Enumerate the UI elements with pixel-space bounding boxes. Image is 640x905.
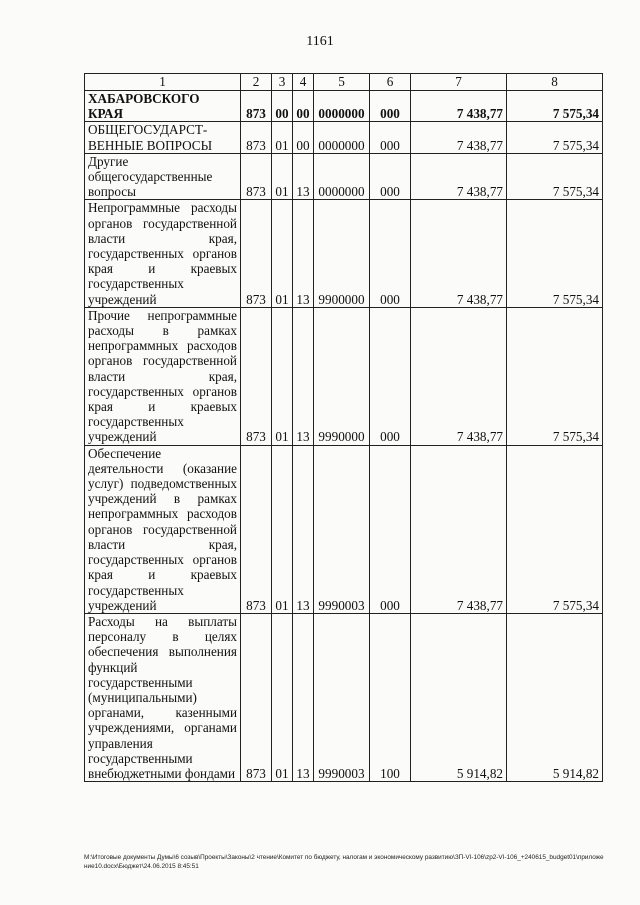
budget-table xyxy=(84,73,603,782)
section-cell: 01 xyxy=(272,307,293,445)
expense-type-cell: 100 xyxy=(370,613,411,781)
header-cell: 6 xyxy=(370,74,411,91)
amount-2017-cell: 7 575,34 xyxy=(507,307,603,445)
amount-2017-cell: 7 575,34 xyxy=(507,122,603,153)
header-cell: 4 xyxy=(293,74,314,91)
section-cell: 01 xyxy=(272,445,293,613)
target-article-cell: 0000000 xyxy=(314,91,370,122)
amount-2016-cell: 7 438,77 xyxy=(411,122,507,153)
amount-2017-cell: 5 914,82 xyxy=(507,613,603,781)
amount-2016-cell: 7 438,77 xyxy=(411,91,507,122)
target-article-cell: 0000000 xyxy=(314,122,370,153)
row-name-cell: ОБЩЕГОСУДАРСТ-ВЕННЫЕ ВОПРОСЫ xyxy=(85,122,241,153)
subsection-cell: 00 xyxy=(293,91,314,122)
table-row xyxy=(85,445,603,613)
amount-2016-cell: 7 438,77 xyxy=(411,153,507,200)
row-name-cell: Обеспечение деятельности (оказание услуг) подведомственных учреждений в рамках непрограммных расходов органов государственной власти края, государственных органов края и краевых государственных учреждений xyxy=(85,445,241,613)
table-row xyxy=(85,613,603,781)
expense-type-cell: 000 xyxy=(370,153,411,200)
section-cell: 00 xyxy=(272,91,293,122)
expense-type-cell: 000 xyxy=(370,122,411,153)
target-article-cell: 9900000 xyxy=(314,200,370,307)
code-cell: 873 xyxy=(241,91,272,122)
section-cell: 01 xyxy=(272,153,293,200)
section-cell: 01 xyxy=(272,613,293,781)
amount-2017-cell: 7 575,34 xyxy=(507,200,603,307)
expense-type-cell: 000 xyxy=(370,445,411,613)
table-header-row xyxy=(85,74,603,91)
table-row xyxy=(85,200,603,307)
amount-2016-cell: 7 438,77 xyxy=(411,307,507,445)
expense-type-cell: 000 xyxy=(370,307,411,445)
target-article-cell: 9990000 xyxy=(314,307,370,445)
section-cell: 01 xyxy=(272,122,293,153)
header-cell: 2 xyxy=(241,74,272,91)
header-cell: 1 xyxy=(85,74,241,91)
target-article-cell: 9990003 xyxy=(314,613,370,781)
expense-type-cell: 000 xyxy=(370,91,411,122)
code-cell: 873 xyxy=(241,122,272,153)
amount-2017-cell: 7 575,34 xyxy=(507,153,603,200)
subsection-cell: 13 xyxy=(293,153,314,200)
subsection-cell: 13 xyxy=(293,613,314,781)
row-name-cell: Непрограммные расходы органов государственной власти края, государственных органов края и краевых государственных учреждений xyxy=(85,200,241,307)
target-article-cell: 0000000 xyxy=(314,153,370,200)
file-path-footer: M:\Итоговые документы Думы\6 созыв\Проекты\Законы\2 чтение\Комитет по бюджету, налогам и экономическому развитию\ЗП-VI-106\zp2-VI-106_+240615_budget01\приложение10.docx\Бюджет\24.06.2015 8:45:51 xyxy=(84,854,604,870)
subsection-cell: 13 xyxy=(293,200,314,307)
table-row xyxy=(85,307,603,445)
amount-2016-cell: 7 438,77 xyxy=(411,200,507,307)
page-number: 1161 xyxy=(306,34,334,49)
code-cell: 873 xyxy=(241,613,272,781)
code-cell: 873 xyxy=(241,153,272,200)
amount-2016-cell: 5 914,82 xyxy=(411,613,507,781)
code-cell: 873 xyxy=(241,200,272,307)
section-cell: 01 xyxy=(272,200,293,307)
header-cell: 5 xyxy=(314,74,370,91)
row-name-cell: ХАБАРОВСКОГО КРАЯ xyxy=(85,91,241,122)
amount-2017-cell: 7 575,34 xyxy=(507,91,603,122)
table-row xyxy=(85,91,603,122)
subsection-cell: 13 xyxy=(293,445,314,613)
code-cell: 873 xyxy=(241,445,272,613)
header-cell: 7 xyxy=(411,74,507,91)
subsection-cell: 00 xyxy=(293,122,314,153)
header-cell: 8 xyxy=(507,74,603,91)
row-name-cell: Расходы на выплаты персоналу в целях обеспечения выполнения функций государственными (муниципальными) органами, казенными учреждениями, органами управления государственными внебюджетными фондами xyxy=(85,613,241,781)
subsection-cell: 13 xyxy=(293,307,314,445)
header-cell: 3 xyxy=(272,74,293,91)
amount-2016-cell: 7 438,77 xyxy=(411,445,507,613)
expense-type-cell: 000 xyxy=(370,200,411,307)
row-name-cell: Другие общегосударственные вопросы xyxy=(85,153,241,200)
table-row xyxy=(85,153,603,200)
table-row xyxy=(85,122,603,153)
code-cell: 873 xyxy=(241,307,272,445)
row-name-cell: Прочие непрограммные расходы в рамках непрограммных расходов органов государственной власти края, государственных органов края и краевых государственных учреждений xyxy=(85,307,241,445)
amount-2017-cell: 7 575,34 xyxy=(507,445,603,613)
target-article-cell: 9990003 xyxy=(314,445,370,613)
